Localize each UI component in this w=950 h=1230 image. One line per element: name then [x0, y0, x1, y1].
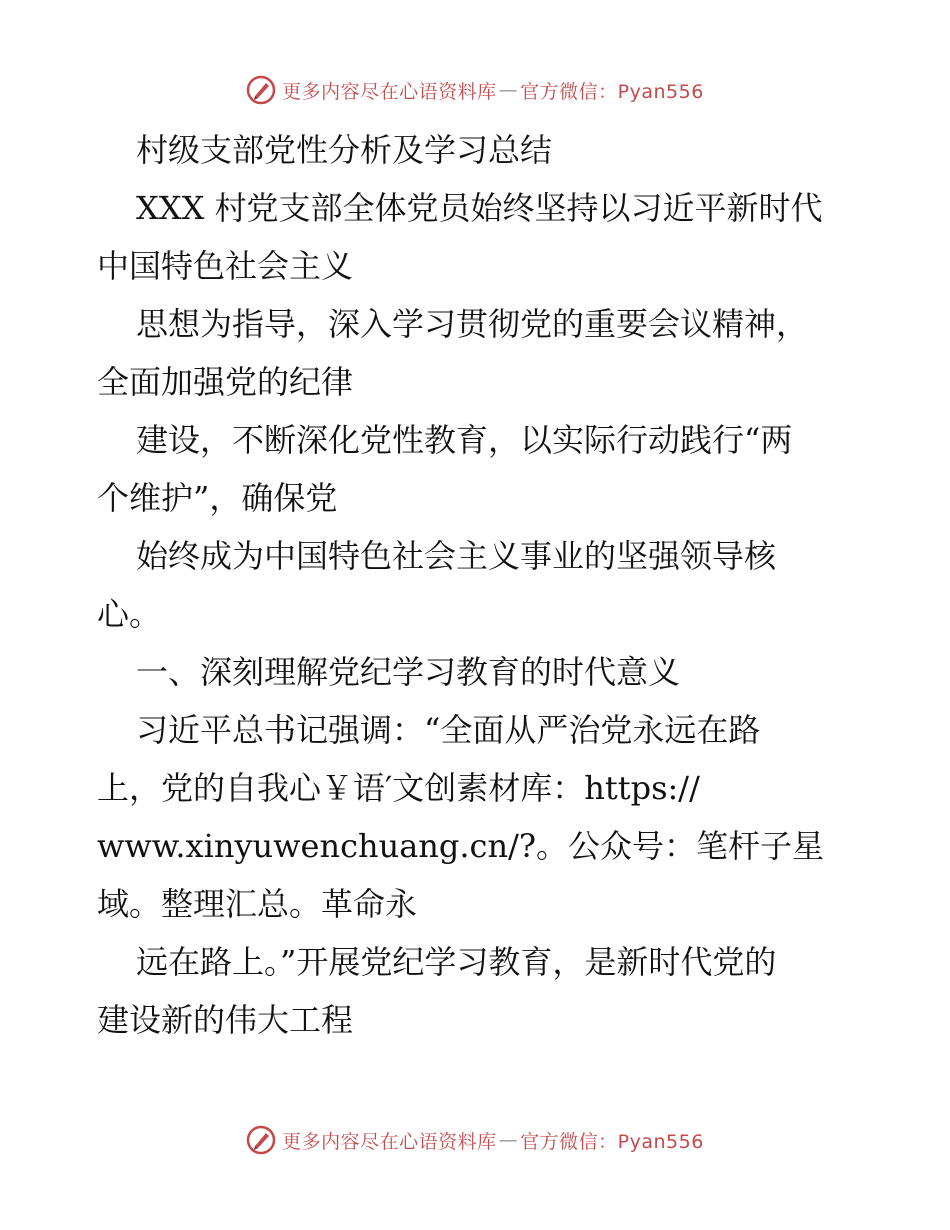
banner-text: 更多内容尽在心语资料库	[282, 80, 497, 103]
paragraph-line: 上，党的自我心￥语′文创素材库：https://	[97, 769, 700, 807]
pen-logo-icon	[246, 1125, 276, 1155]
paragraph-line: 习近平总书记强调：“全面从严治党永远在路	[136, 711, 761, 749]
paragraph-line: 中国特色社会主义	[97, 247, 354, 285]
paragraph-line: 远在路上。”开展党纪学习教育，是新时代党的	[136, 943, 777, 981]
paragraph-line: 建设新的伟大工程	[97, 1001, 354, 1039]
paragraph-line: XXX 村党支部全体党员始终坚持以习近平新时代	[136, 189, 823, 227]
paragraph-line: 域。整理汇总。革命永	[97, 885, 418, 923]
paragraph-line: 心。	[97, 595, 162, 633]
paragraph-line: 思想为指导，深入学习贯彻党的重要会议精神，	[136, 305, 809, 343]
paragraph-line: www.xinyuwenchuang.cn/?。公众号：笔杆子星	[97, 827, 825, 865]
header-banner	[0, 70, 950, 110]
banner-wechat: 官方微信：Pyan556	[520, 80, 704, 103]
pen-logo-icon	[246, 75, 276, 105]
banner-separator: —	[498, 1129, 519, 1151]
banner-wechat: 官方微信：Pyan556	[520, 1130, 704, 1153]
paragraph-line: 个维护”，确保党	[97, 479, 338, 517]
banner-text: 更多内容尽在心语资料库	[282, 1130, 497, 1153]
paragraph-line: 始终成为中国特色社会主义事业的坚强领导核	[136, 537, 777, 575]
paragraph-line: 全面加强党的纪律	[97, 363, 354, 401]
banner-separator: —	[498, 79, 519, 101]
document-title: 村级支部党性分析及学习总结	[136, 131, 553, 169]
footer-banner	[0, 1120, 950, 1160]
paragraph-line: 建设，不断深化党性教育，以实际行动践行“两	[136, 421, 793, 459]
section-heading: 一、深刻理解党纪学习教育的时代意义	[136, 653, 681, 691]
document-body	[97, 121, 857, 1049]
